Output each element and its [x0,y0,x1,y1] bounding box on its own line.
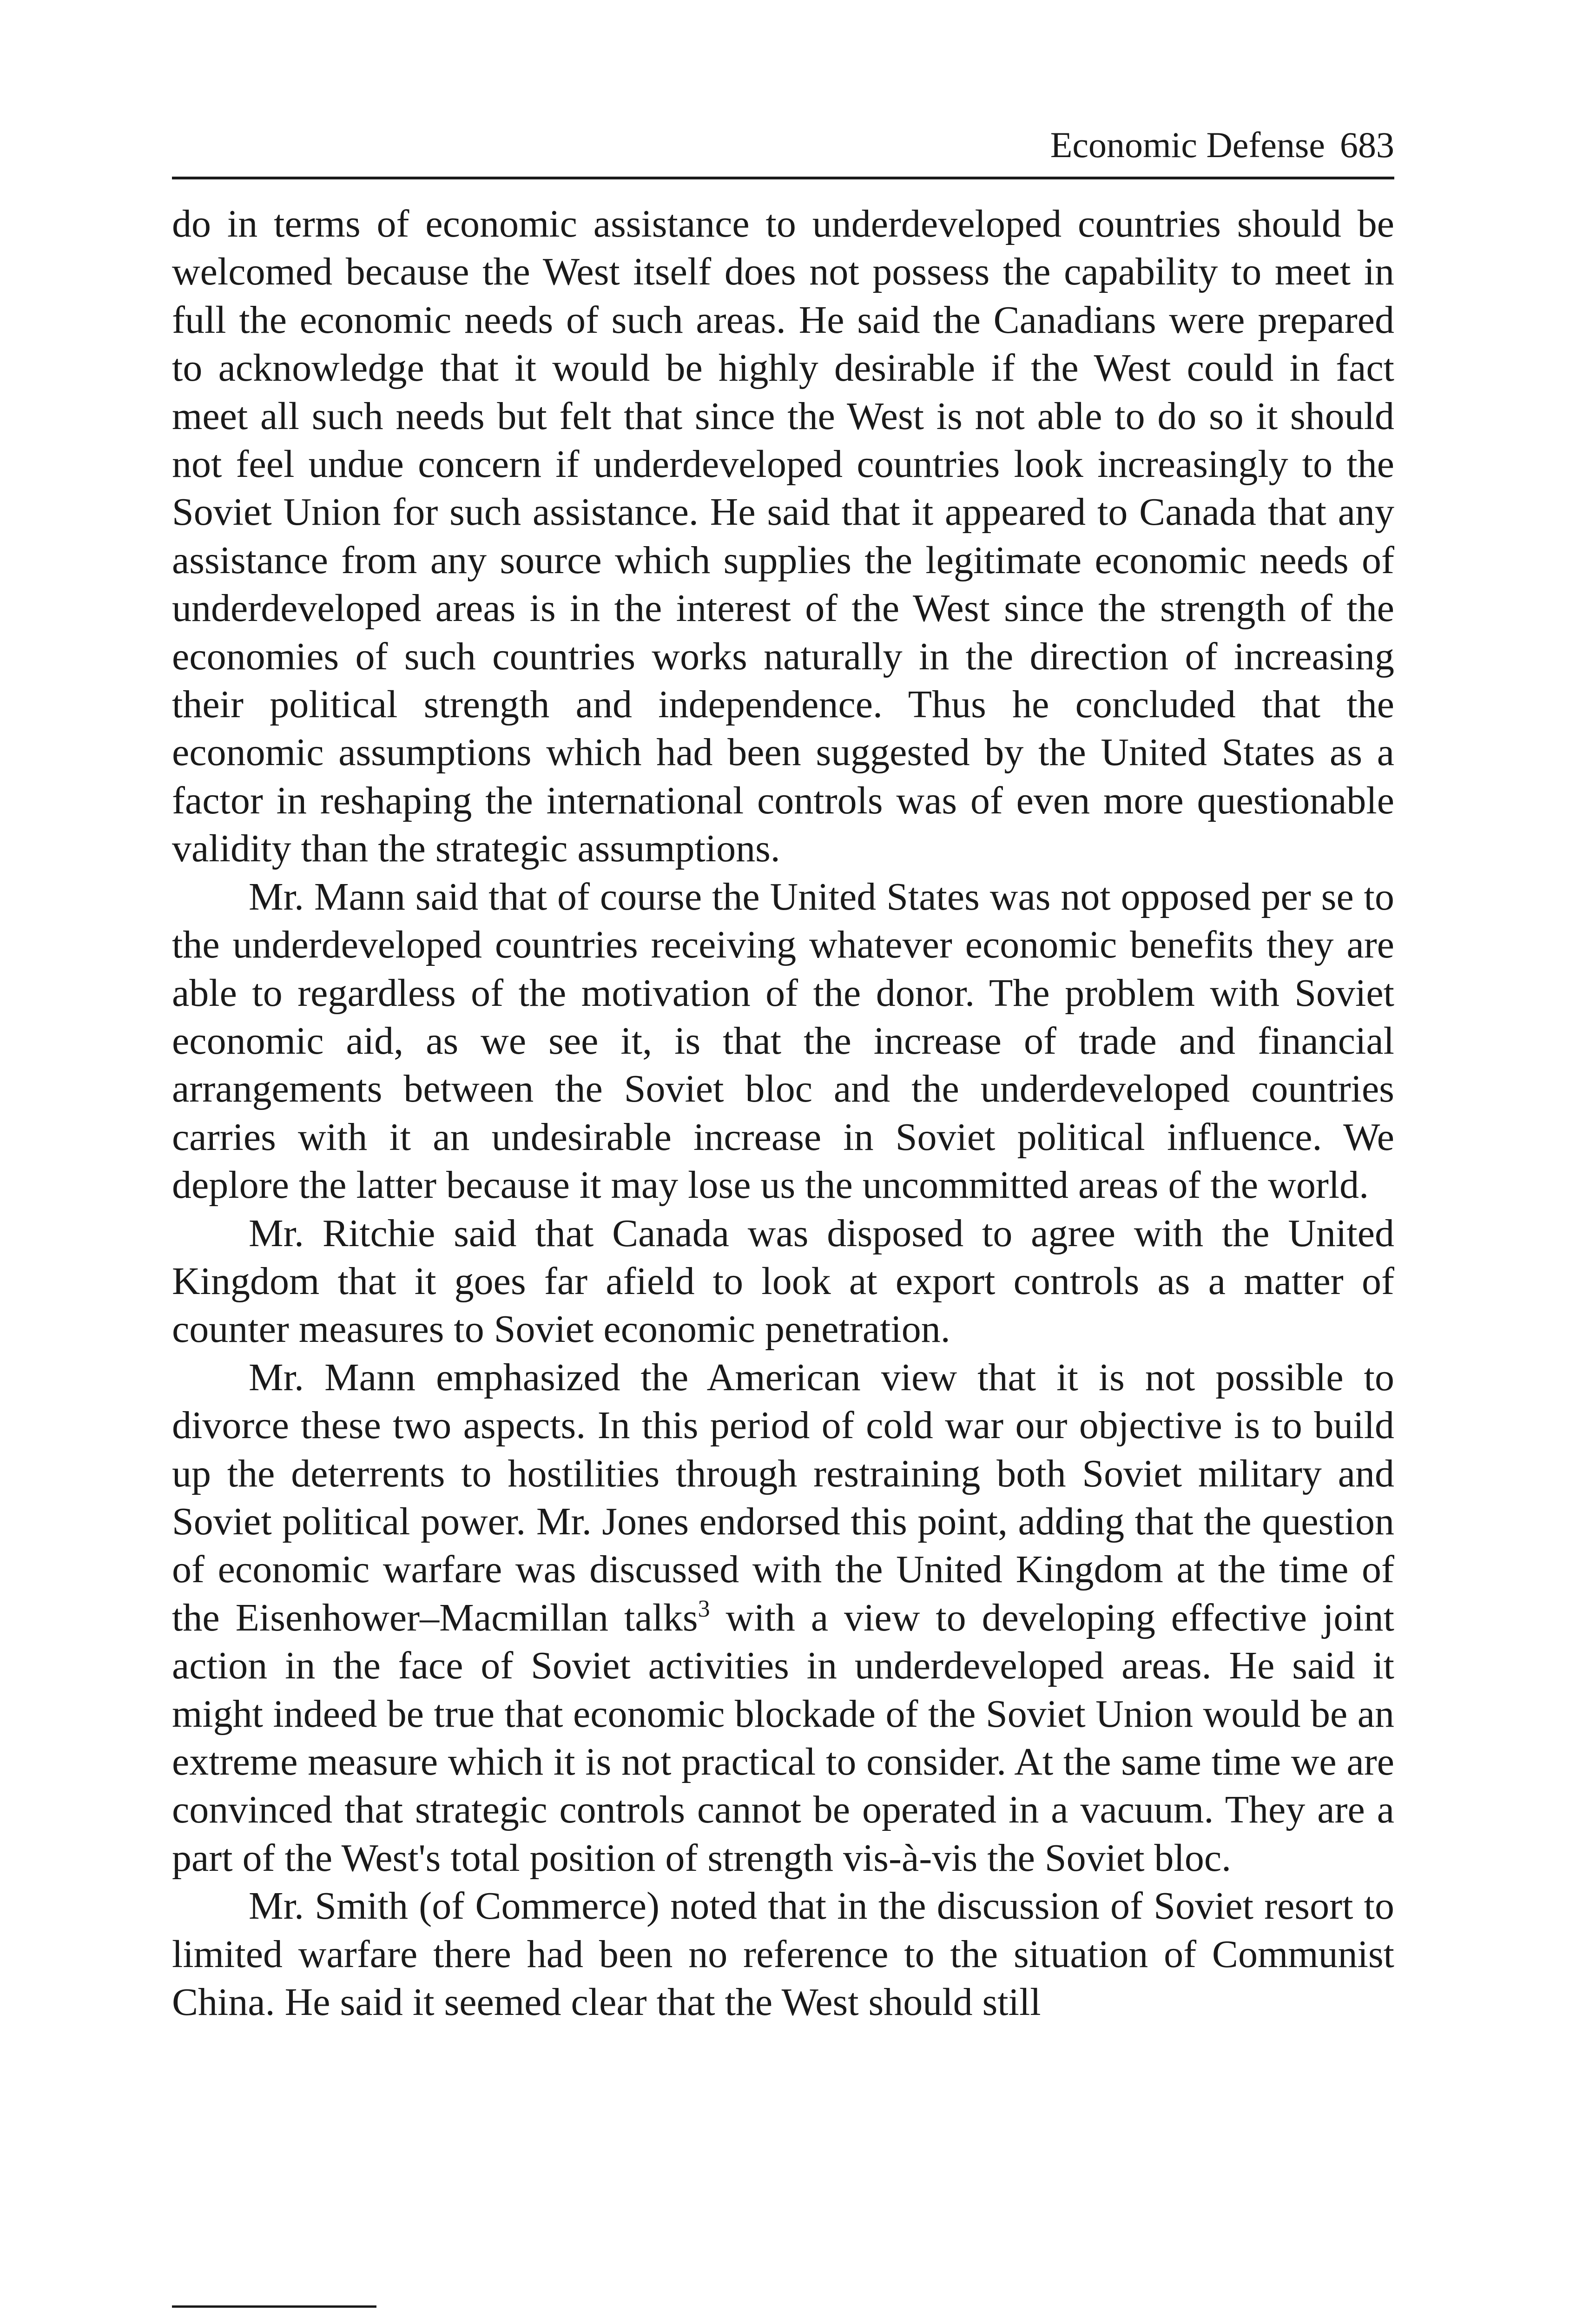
paragraph-continued: do in terms of economic assistance to underdeveloped countries should be welcomed because the West itself does not possess the capability to meet in full the economic needs of such areas. He said the Canadians were prepared to acknowledge that it would be highly desirable if the West could in fact meet all such needs but felt that since the West is not able to do so it should not feel undue concern if underdeveloped countries look increasingly to the Soviet Union for such assistance. He said that it appeared to Canada that any assistance from any source which supplies the legitimate economic needs of underdeveloped areas is in the interest of the West since the strength of the economies of such countries works naturally in the direction of increasing their political strength and independence. Thus he concluded that the economic assumptions which had been suggested by the United States as a factor in reshaping the international controls was of even more questionable validity than the strategic assumptions. [172,202,1394,871]
body-text [172,200,1394,2026]
running-header-title: Economic Defense [1050,125,1325,165]
footnote-reference[interactable]: 3 [698,1595,710,1622]
running-header [172,122,1394,179]
paragraph-ritchie: Mr. Ritchie said that Canada was disposed to agree with the United Kingdom that it goes far afield to look at export controls as a matter of counter measures to Soviet economic penetration. [172,1211,1394,1351]
paragraph-mann-emphasis [172,1353,1394,1882]
paragraph-mann-reply: Mr. Mann said that of course the United States was not opposed per se to the underdeveloped countries receiving whatever economic benefits they are able to regardless of the motivation of the donor. The problem with Soviet economic aid, as we see it, is that the increase of trade and financial arrangements between the Soviet bloc and the underdeveloped countries carries with it an undesirable increase in Soviet political influence. We deplore the latter because it may lose us the uncommitted areas of the world. [172,875,1394,1207]
footnote-divider [172,2305,376,2308]
page-number: 683 [1340,125,1394,165]
paragraph-text: with a view to developing effective joint action in the face of Soviet activities in underdeveloped areas. He said it might indeed be true that economic blockade of the Soviet Union would be an extreme measure which it is not practical to consider. At the same time we are convinced that strategic controls cannot be operated in a vacuum. They are a part of the West's total position of strength vis-à-vis the Soviet bloc. [172,1596,1395,1880]
paragraph-text: Mr. Mann emphasized the American view that it is not possible to divorce these two aspects. In this period of cold war our objective is to build up the deterrents to hostilities through restraining both Soviet military and Soviet political power. Mr. Jones endorsed this point, adding that the question of economic warfare was discussed with the United Kingdom at the time of the Eisenhower–Macmillan talks [172,1355,1394,1639]
paragraph-smith: Mr. Smith (of Commerce) noted that in the discussion of Soviet resort to limited warfare there had been no reference to the situation of Communist China. He said it seemed clear that the West should still [172,1884,1394,2024]
